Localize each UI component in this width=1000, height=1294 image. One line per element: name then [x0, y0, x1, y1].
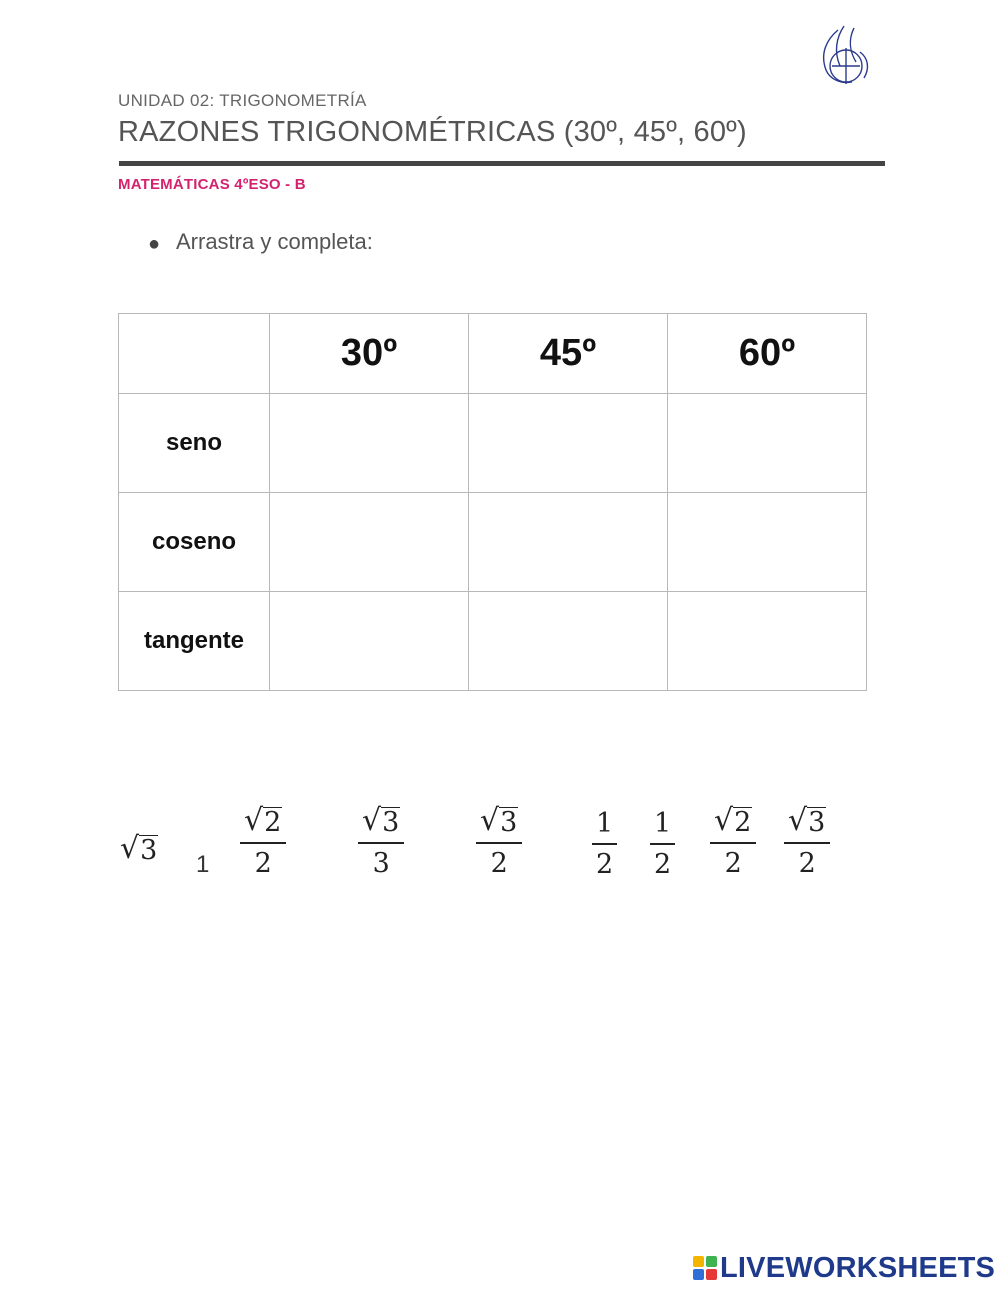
bullet-icon: ● [148, 233, 161, 255]
radical-icon: √ [480, 803, 500, 838]
token-sqrt2-over-2[interactable]: √ 2 2 [240, 806, 286, 877]
drop-zone-seno-60[interactable] [668, 394, 867, 493]
drop-zone-tangente-30[interactable] [270, 592, 469, 691]
row-label-seno: seno [119, 394, 270, 493]
row-label-tangente: tangente [119, 592, 270, 691]
table-row [119, 493, 867, 592]
drop-zone-coseno-45[interactable] [469, 493, 668, 592]
table-row [119, 592, 867, 691]
column-header-60: 60º [668, 314, 867, 394]
drop-zone-coseno-60[interactable] [668, 493, 867, 592]
table-row [119, 394, 867, 493]
table-header-row [119, 314, 867, 394]
unit-label: UNIDAD 02: TRIGONOMETRÍA [118, 91, 367, 110]
subject-label: MATEMÁTICAS 4ºESO - B [118, 176, 306, 193]
column-header-30: 30º [270, 314, 469, 394]
drop-zone-tangente-45[interactable] [469, 592, 668, 691]
token-one[interactable]: 1 [196, 851, 210, 878]
token-one-half[interactable]: $\frac{1}{2}$ [592, 810, 617, 878]
token-one-half[interactable]: $\frac{1}{2}$ [650, 810, 675, 878]
token-sqrt2-over-2[interactable]: √ 2 2 [710, 806, 756, 877]
radical-icon: √ [244, 803, 264, 838]
radical-icon: √ [120, 831, 140, 866]
table-corner-cell [119, 314, 270, 394]
trig-table [118, 313, 867, 691]
drop-zone-tangente-60[interactable] [668, 592, 867, 691]
header-divider [119, 161, 885, 166]
liveworksheets-logo-icon [692, 1255, 718, 1281]
row-label-coseno: coseno [119, 493, 270, 592]
token-sqrt3-over-2[interactable]: √ 3 2 [476, 806, 522, 877]
instruction-text: Arrastra y completa: [176, 229, 373, 254]
column-header-45: 45º [469, 314, 668, 394]
page-title: RAZONES TRIGONOMÉTRICAS (30º, 45º, 60º) [118, 116, 747, 148]
drop-zone-seno-30[interactable] [270, 394, 469, 493]
token-sqrt3-over-3[interactable]: √ 3 3 [358, 806, 404, 877]
drop-zone-coseno-30[interactable] [270, 493, 469, 592]
radical-icon: √ [788, 803, 808, 838]
drop-zone-seno-45[interactable] [469, 394, 668, 493]
brand-text: LIVEWORKSHEETS [720, 1251, 996, 1284]
school-logo [808, 22, 888, 102]
radical-icon: √ [362, 803, 382, 838]
token-sqrt3-over-2[interactable]: √ 3 2 [784, 806, 830, 877]
token-sqrt3[interactable]: √ 3 [120, 831, 158, 866]
radical-icon: √ [714, 803, 734, 838]
liveworksheets-brand[interactable] [692, 1251, 995, 1285]
